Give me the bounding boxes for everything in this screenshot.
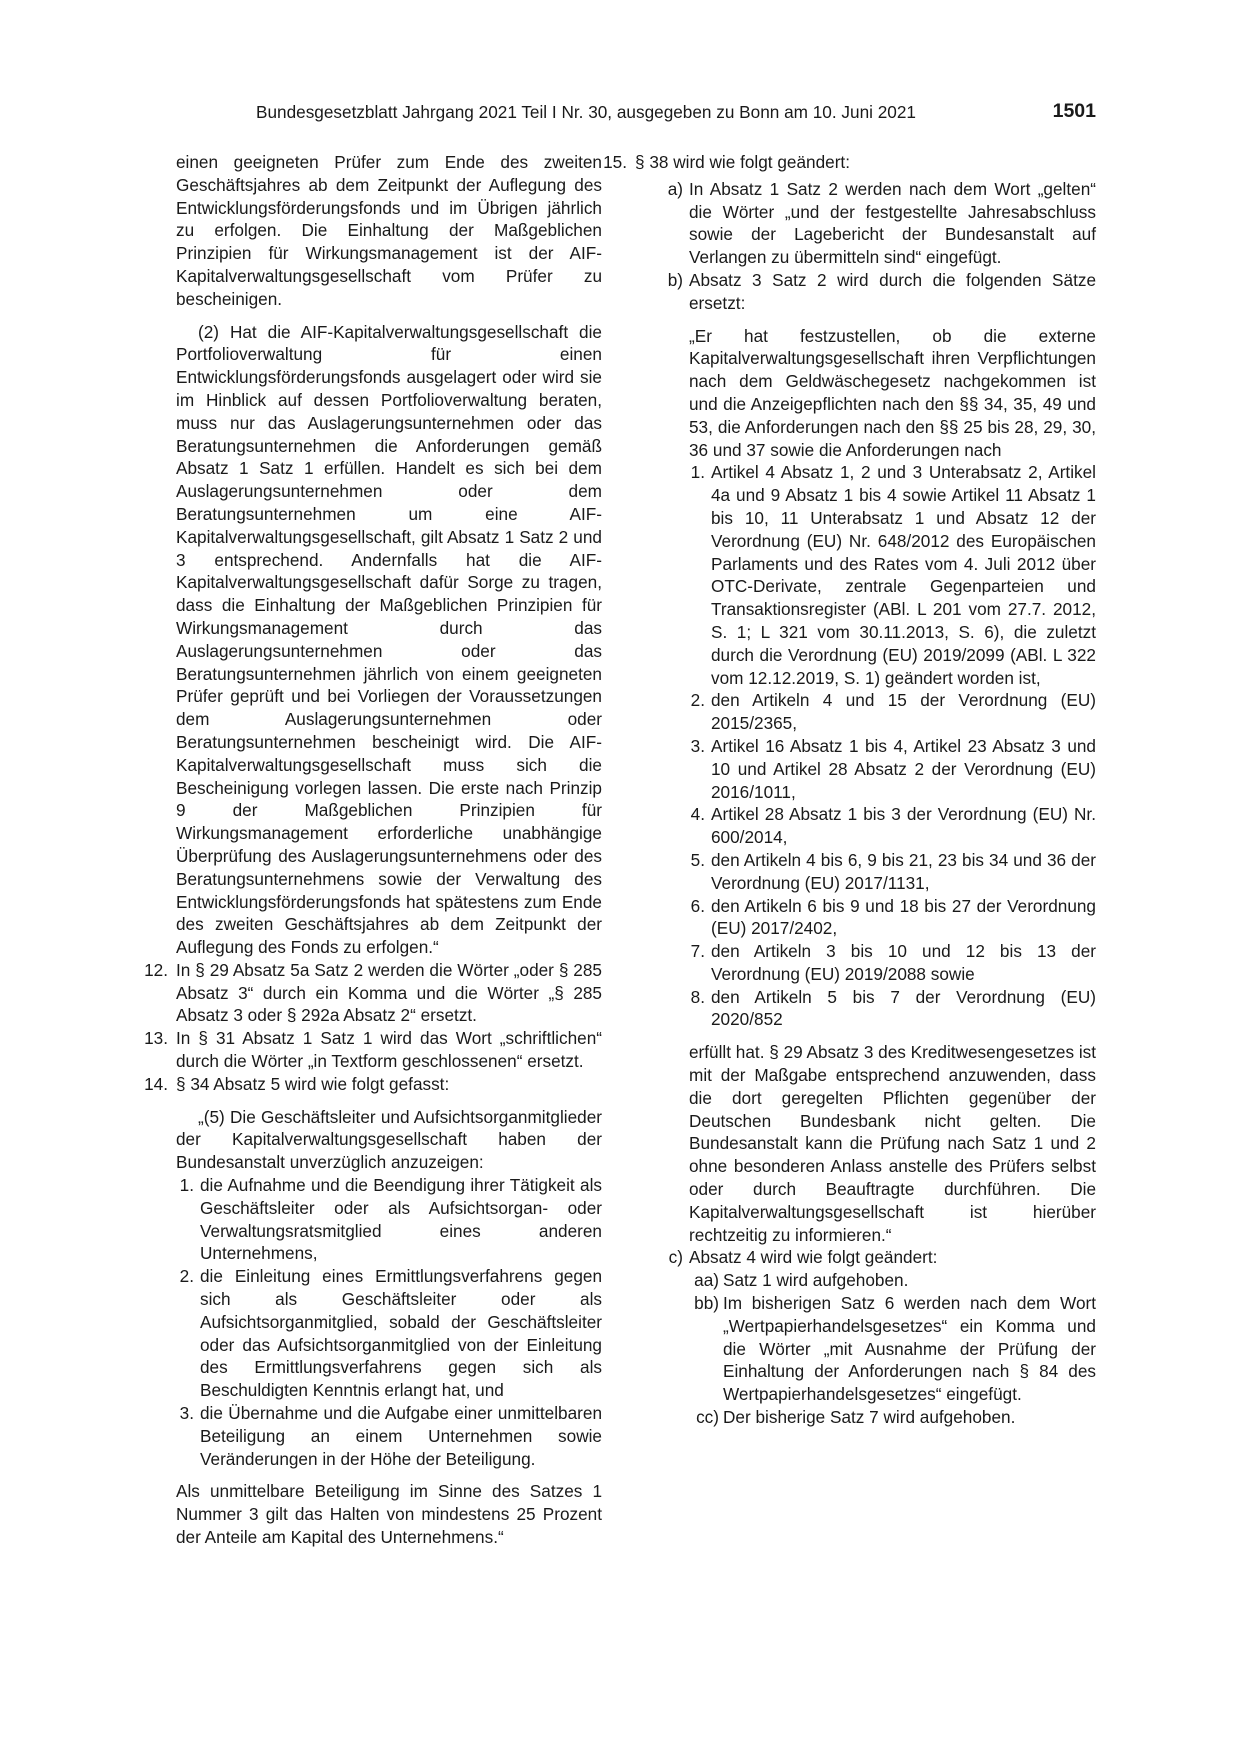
item-number: 1.	[179, 1175, 194, 1196]
page-number: 1501	[1052, 100, 1096, 122]
item-text: In § 29 Absatz 5a Satz 2 werden die Wörter „oder § 285 Absatz 3“ durch ein Komma und die Wörter „§ 285 Absatz 3 oder § 292a Absatz 2“ ersetzt.	[176, 959, 602, 1026]
list-item	[690, 849, 1096, 895]
list-item	[690, 986, 1096, 1032]
quote-closing-paragraph: erfüllt hat. § 29 Absatz 3 des Kreditwesengesetzes ist mit der Maßgabe entsprechend anzuwenden, dass die dort geregelten Pflichten gegenüber der Deutschen Bundesbank nicht gelten. Die Bundesanstalt kann die Prüfung nach Satz 1 und 2 ohne besonderen Anlass anstelle des Prüfers selbst oder durch Beauftragte durchführen. Die Kapitalverwaltungsgesellschaft ist hierüber rechtzeitig zu informieren.“	[689, 1042, 1097, 1245]
item-number: 7.	[690, 941, 705, 962]
item-text: Im bisherigen Satz 6 werden nach dem Wort „Wertpapierhandelsgesetzes“ ein Komma und die Wörter „mit Ausnahme der Prüfung der Einhaltung der Anforderungen nach § 84 des Wertpapierhandelsgesetzes“ eingefügt.	[723, 1293, 1096, 1405]
item-text: Artikel 4 Absatz 1, 2 und 3 Unterabsatz 2, Artikel 4a und 9 Absatz 1 bis 4 sowie Artikel 11 Absatz 1 bis 10, 11 Unterabsatz 1 und Absatz 12 der Verordnung (EU) Nr. 648/2012 des Europäischen Parlaments und des Rates vom 4. Juli 2012 über OTC-Derivate, zentrale Gegenparteien und Transaktionsregister (ABl. L 201 vom 27.7. 2012, S. 1; L 321 vom 30.11.2013, S. 6), die zuletzt durch die Verordnung (EU) 2019/2099 (ABl. L 322 vom 12.12.2019, S. 1) geändert worden ist,	[711, 462, 1096, 688]
list-item	[690, 735, 1096, 803]
item-text: die Übernahme und die Aufgabe einer unmittelbaren Beteiligung an einem Unternehmen sowie Veränderungen in der Höhe der Beteiligung.	[200, 1403, 602, 1469]
list-item-12	[144, 959, 602, 1027]
item-text: In § 31 Absatz 1 Satz 1 wird das Wort „schriftlichen“ durch die Wörter „in Textform geschlossenen“ ersetzt.	[176, 1028, 602, 1072]
page-header	[158, 100, 1096, 130]
quote-paragraph: „(5) Die Geschäftsleiter und Aufsichtsorganmitglieder der Kapitalverwaltungsgesellschaft haben der Bundesanstalt unverzüglich anzuzeigen:	[176, 1106, 602, 1173]
list-item	[690, 940, 1096, 986]
sub-item-b	[667, 269, 1097, 1246]
item-text: den Artikeln 5 bis 7 der Verordnung (EU) 2020/852	[711, 986, 1096, 1030]
list-item	[179, 1402, 602, 1470]
header-title: Bundesgesetzblatt Jahrgang 2021 Teil I Nr. 30, ausgegeben zu Bonn am 10. Juni 2021	[256, 102, 916, 122]
list-item	[694, 1292, 1096, 1406]
sub-item-c	[668, 1246, 1096, 1428]
list-item	[694, 1269, 1096, 1292]
sub-item-label: c)	[668, 1247, 683, 1268]
item-number: cc)	[696, 1407, 719, 1428]
item-number: 3.	[690, 735, 705, 756]
item-text: den Artikeln 6 bis 9 und 18 bis 27 der Verordnung (EU) 2017/2402,	[711, 895, 1096, 939]
item-number: 2.	[179, 1266, 194, 1287]
item-text: die Einleitung eines Ermittlungsverfahrens gegen sich als Geschäftsleiter oder als Aufsichtsorganmitglied, sobald der Geschäftsleiter oder das Aufsichtsorganmitglied von der Einleitung des Ermittlungsverfahrens gegen sich als Beschuldigten Kenntnis erlangt hat, und	[200, 1266, 602, 1401]
item-text: Satz 1 wird aufgehoben.	[723, 1270, 909, 1291]
quote-closing-paragraph: Als unmittelbare Beteiligung im Sinne des Satzes 1 Nummer 3 gilt das Halten von mindestens 25 Prozent der Anteile am Kapital des Unternehmens.“	[176, 1481, 602, 1548]
item-text: den Artikeln 3 bis 10 und 12 bis 13 der Verordnung (EU) 2019/2088 sowie	[711, 941, 1096, 984]
list-item	[179, 1265, 602, 1402]
item-number: 3.	[179, 1403, 194, 1424]
item-number: 5.	[690, 849, 705, 870]
item-number: 4.	[690, 804, 705, 825]
list-item-15	[603, 151, 1096, 174]
item-text: § 34 Absatz 5 wird wie folgt gefasst:	[176, 1073, 450, 1094]
item-text: § 38 wird wie folgt geändert:	[635, 152, 850, 172]
list-item-13	[144, 1027, 602, 1073]
list-item	[690, 461, 1096, 689]
sub-item-label: b)	[667, 269, 683, 290]
item-text: den Artikeln 4 und 15 der Verordnung (EU) 2015/2365,	[711, 690, 1096, 734]
sub-item-text: Absatz 3 Satz 2 wird durch die folgenden Sätze ersetzt:	[689, 269, 1096, 313]
sub-item-label: a)	[667, 178, 683, 199]
item-number: 8.	[690, 986, 705, 1007]
item-text: Der bisherige Satz 7 wird aufgehoben.	[723, 1407, 1016, 1428]
item-text: den Artikeln 4 bis 6, 9 bis 21, 23 bis 34 und 36 der Verordnung (EU) 2017/1131,	[711, 849, 1096, 893]
sub-item-text: Absatz 4 wird wie folgt geändert:	[689, 1247, 938, 1268]
sub-item-text: In Absatz 1 Satz 2 werden nach dem Wort „gelten“ die Wörter „und der festgestellte Jahresabschluss sowie der Lagebericht der Bundesanstalt auf Verlangen zu übermitteln sind“ eingefügt.	[689, 178, 1096, 268]
list-item	[179, 1174, 602, 1265]
item-number: 14.	[144, 1073, 168, 1094]
item-text: die Aufnahme und die Beendigung ihrer Tätigkeit als Geschäftsleiter oder als Aufsichtsorgan- oder Verwaltungsratsmitglied eines anderen Unternehmens,	[200, 1175, 602, 1264]
list-item	[690, 803, 1096, 849]
left-column	[144, 151, 602, 1549]
sub-item-a	[667, 178, 1096, 269]
list-item	[690, 689, 1096, 735]
item-number: 15.	[603, 152, 627, 172]
item-number: 13.	[144, 1028, 168, 1049]
quote-paragraph: „Er hat festzustellen, ob die externe Kapitalverwaltungsgesellschaft ihren Verpflichtungen nach dem Geldwäschegesetz nachgekommen ist und die Anzeigepflichten nach den §§ 34, 35, 49 und 53, die Anforderungen nach den §§ 25 bis 28, 29, 30, 36 und 37 sowie die Anforderungen nach	[689, 325, 1096, 460]
item-number: aa)	[694, 1270, 719, 1291]
item-number: 1.	[690, 462, 705, 483]
paragraph: einen geeigneten Prüfer zum Ende des zweiten Geschäftsjahres ab dem Zeitpunkt der Auflegung des Entwicklungsförderungsfonds und im Übrigen jährlich zu erfolgen. Die Einhaltung der Maßgeblichen Prinzipien für Wirkungsmanagement ist der AIF-Kapitalverwaltungsgesellschaft vom Prüfer zu bescheinigen.	[176, 152, 602, 309]
list-item	[690, 895, 1096, 941]
item-text: Artikel 28 Absatz 1 bis 3 der Verordnung (EU) Nr. 600/2014,	[711, 804, 1096, 848]
right-column	[603, 151, 1097, 1429]
item-number: 2.	[690, 690, 705, 711]
paragraph: (2) Hat die AIF-Kapitalverwaltungsgesellschaft die Portfolioverwaltung für einen Entwicklungsförderungsfonds ausgelagert oder wird sie im Hinblick auf dessen Portfolioverwaltung beraten, muss nur das Auslagerungsunternehmen oder das Beratungsunternehmen die Anforderungen gemäß Absatz 1 Satz 1 erfüllen. Handelt es sich bei dem Auslagerungsunternehmen oder dem Beratungsunternehmen um eine AIF-Kapitalverwaltungsgesellschaft, gilt Absatz 1 Satz 2 und 3 entsprechend. Andernfalls hat die AIF-Kapitalverwaltungsgesellschaft dafür Sorge zu tragen, dass die Einhaltung der Maßgeblichen Prinzipien für Wirkungsmanagement durch das Auslagerungsunternehmen oder das Beratungsunternehmen jährlich von einem geeigneten Prüfer geprüft und bei Vorliegen der Voraussetzungen dem Auslagerungsunternehmen oder Beratungsunternehmen bescheinigt wird. Die AIF-Kapitalverwaltungsgesellschaft muss sich die Bescheinigung vorlegen lassen. Die erste nach Prinzip 9 der Maßgeblichen Prinzipien für Wirkungsmanagement erforderliche unabhängige Überprüfung des Auslagerungsunternehmens oder des Beratungsunternehmens sowie der Verwaltung des Entwicklungsförderungsfonds hat spätestens zum Ende des zweiten Geschäftsjahres ab dem Zeitpunkt der Auflegung des Fonds zu erfolgen.“	[176, 321, 602, 958]
list-item-14	[144, 1073, 602, 1549]
item-number: 12.	[144, 959, 168, 980]
item-text: Artikel 16 Absatz 1 bis 4, Artikel 23 Absatz 3 und 10 und Artikel 28 Absatz 2 der Verordnung (EU) 2016/1011,	[711, 735, 1096, 802]
item-number: 6.	[690, 895, 705, 916]
list-item	[696, 1406, 1096, 1429]
item-number: bb)	[694, 1293, 719, 1314]
